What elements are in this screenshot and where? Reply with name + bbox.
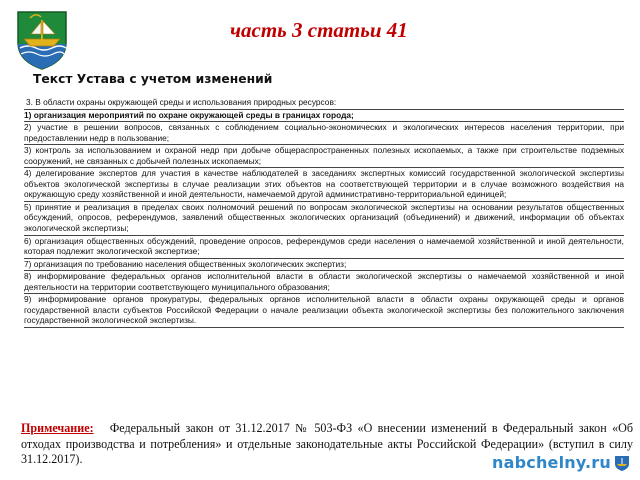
clause-2: 2) участие в решении вопросов, связанных с соблюдением социально-экономических и экологических интересов населения территории, при предоставлении недр в пользование;	[24, 122, 624, 145]
slide-title: часть 3 статьи 41	[230, 18, 408, 42]
site-watermark	[492, 453, 630, 472]
clause-8: 8) информирование федеральных органов исполнительной власти в области экологической экспертизы о намечаемой хозяйственной и иной деятельности на территории соответствующего муниципального образования;	[24, 271, 624, 294]
city-emblem-icon	[14, 8, 70, 70]
clause-4: 4) делегирование экспертов для участия в качестве наблюдателей в заседаниях экспертных комиссий государственной экологической экспертизы объектов экологической экспертизы в случае реализации этих объектов на соответствующей территории и в случае возможного воздействия на окружающую среду хозяйственной и иной деятельности, намечаемой другой административно-территориальной единицей;	[24, 168, 624, 202]
clause-3: 3) контроль за использованием и охраной недр при добыче общераспространенных полезных ископаемых, а также при строительстве подземных сооружений, не связанных с добычей полезных ископаемых;	[24, 145, 624, 168]
clause-6: 6) организация общественных обсуждений, проведение опросов, референдумов среди населения о намечаемой хозяйственной и иной деятельности, которая подлежит экологической экспертизе;	[24, 236, 624, 259]
note-text: Федеральный закон от 31.12.2017 № 503-ФЗ «О внесении изменений в Федеральный закон «Об отходах производства и потребления» и отдельные законодательные акты Российской Федерации» (вступил в силу 31.12.2017).	[21, 421, 634, 467]
clause-1: 1) организация мероприятий по охране окружающей среды в границах города;	[24, 110, 624, 123]
clause-intro: 3. В области охраны окружающей среды и использования природных ресурсов:	[24, 97, 624, 110]
charter-clauses	[24, 97, 624, 328]
clause-5: 5) принятие и реализация в пределах своих полномочий решений по вопросам экологической экспертизы на основании результатов общественных обсуждений, опросов, референдумов, заявлений общественных экологических организаций (объединений) и движений, информации об объектах экологической экспертизы;	[24, 202, 624, 236]
section-heading: Текст Устава с учетом изменений	[33, 72, 273, 86]
site-badge-icon	[614, 455, 630, 471]
watermark-text: nabchelny.ru	[492, 453, 611, 472]
clause-9: 9) информирование органов прокуратуры, федеральных органов исполнительной власти в области охраны окружающей среды и органов государственной власти субъектов Российской Федерации о начале реализации объекта экологической экспертизы без положительного заключения государственной экологической экспертизы.	[24, 294, 624, 328]
clause-7: 7) организация по требованию населения общественных экологических экспертиз;	[24, 259, 624, 272]
note-label: Примечание:	[21, 421, 94, 435]
